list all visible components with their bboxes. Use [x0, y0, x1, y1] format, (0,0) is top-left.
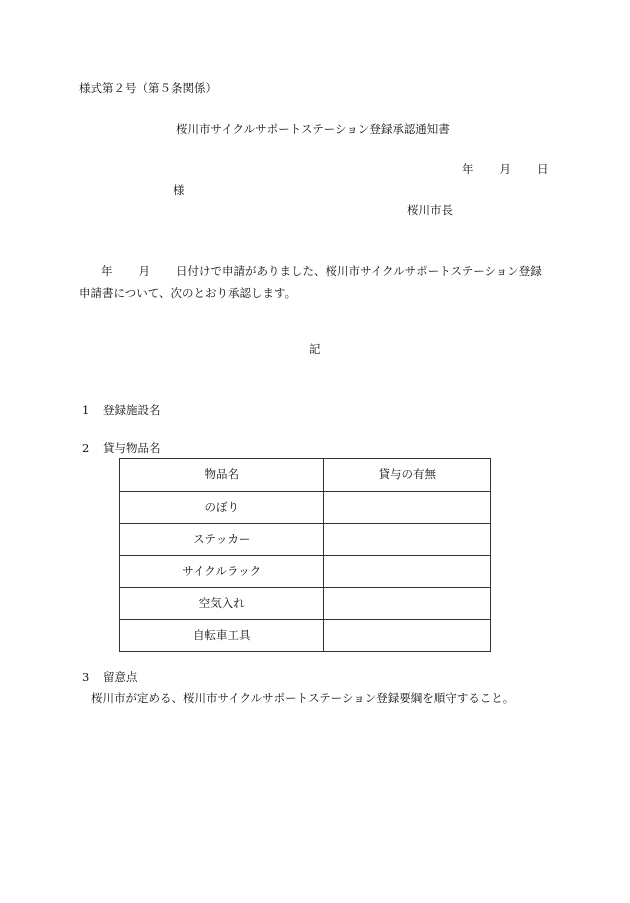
date-year-label: 年	[462, 162, 474, 176]
date-month-label: 月	[499, 162, 511, 176]
document-title: 桜川市サイクルサポートステーション登録承認通知書	[176, 122, 450, 136]
issue-date	[462, 164, 549, 176]
ki-heading: 記	[309, 342, 321, 356]
form-number-label: 様式第２号（第５条関係）	[79, 81, 217, 95]
date-day-label: 日	[537, 162, 549, 176]
item-label: 登録施設名	[103, 403, 161, 417]
body-year-label: 年	[101, 264, 113, 278]
loan-status-cell	[324, 556, 491, 588]
note-text: 桜川市が定める、桜川市サイクルサポートステーション登録要綱を順守すること。	[91, 691, 515, 705]
item-name-cell: 自転車工具	[120, 620, 324, 652]
column-header-item-name: 物品名	[120, 459, 324, 492]
item-number: 1	[82, 403, 90, 417]
loan-status-cell	[324, 588, 491, 620]
item-registered-facility	[82, 405, 161, 417]
item-loaned-goods	[82, 443, 161, 455]
table-row	[120, 556, 491, 588]
loan-status-cell	[324, 492, 491, 524]
body-month-label: 月	[138, 264, 150, 278]
item-number: 3	[82, 670, 90, 684]
issuer-name: 桜川市長	[407, 203, 453, 217]
loaned-goods-table	[119, 458, 491, 652]
table-row	[120, 620, 491, 652]
body-text-line-2: 申請書について、次のとおり承認します。	[79, 286, 297, 300]
item-label: 貸与物品名	[103, 441, 161, 455]
addressee-honorific: 様	[173, 183, 185, 197]
body-text-line-1	[101, 266, 542, 278]
column-header-loan-status: 貸与の有無	[324, 459, 491, 492]
item-label: 留意点	[103, 670, 138, 684]
body-line1-text: 日付けで申請がありました、桜川市サイクルサポートステーション登録	[176, 264, 542, 278]
table-row	[120, 588, 491, 620]
item-name-cell: 空気入れ	[120, 588, 324, 620]
item-name-cell: ステッカー	[120, 524, 324, 556]
table-row	[120, 524, 491, 556]
loan-status-cell	[324, 524, 491, 556]
table-header-row	[120, 459, 491, 492]
loan-status-cell	[324, 620, 491, 652]
item-name-cell: のぼり	[120, 492, 324, 524]
item-number: 2	[82, 441, 90, 455]
table-row	[120, 492, 491, 524]
item-notes	[82, 672, 138, 684]
item-name-cell: サイクルラック	[120, 556, 324, 588]
